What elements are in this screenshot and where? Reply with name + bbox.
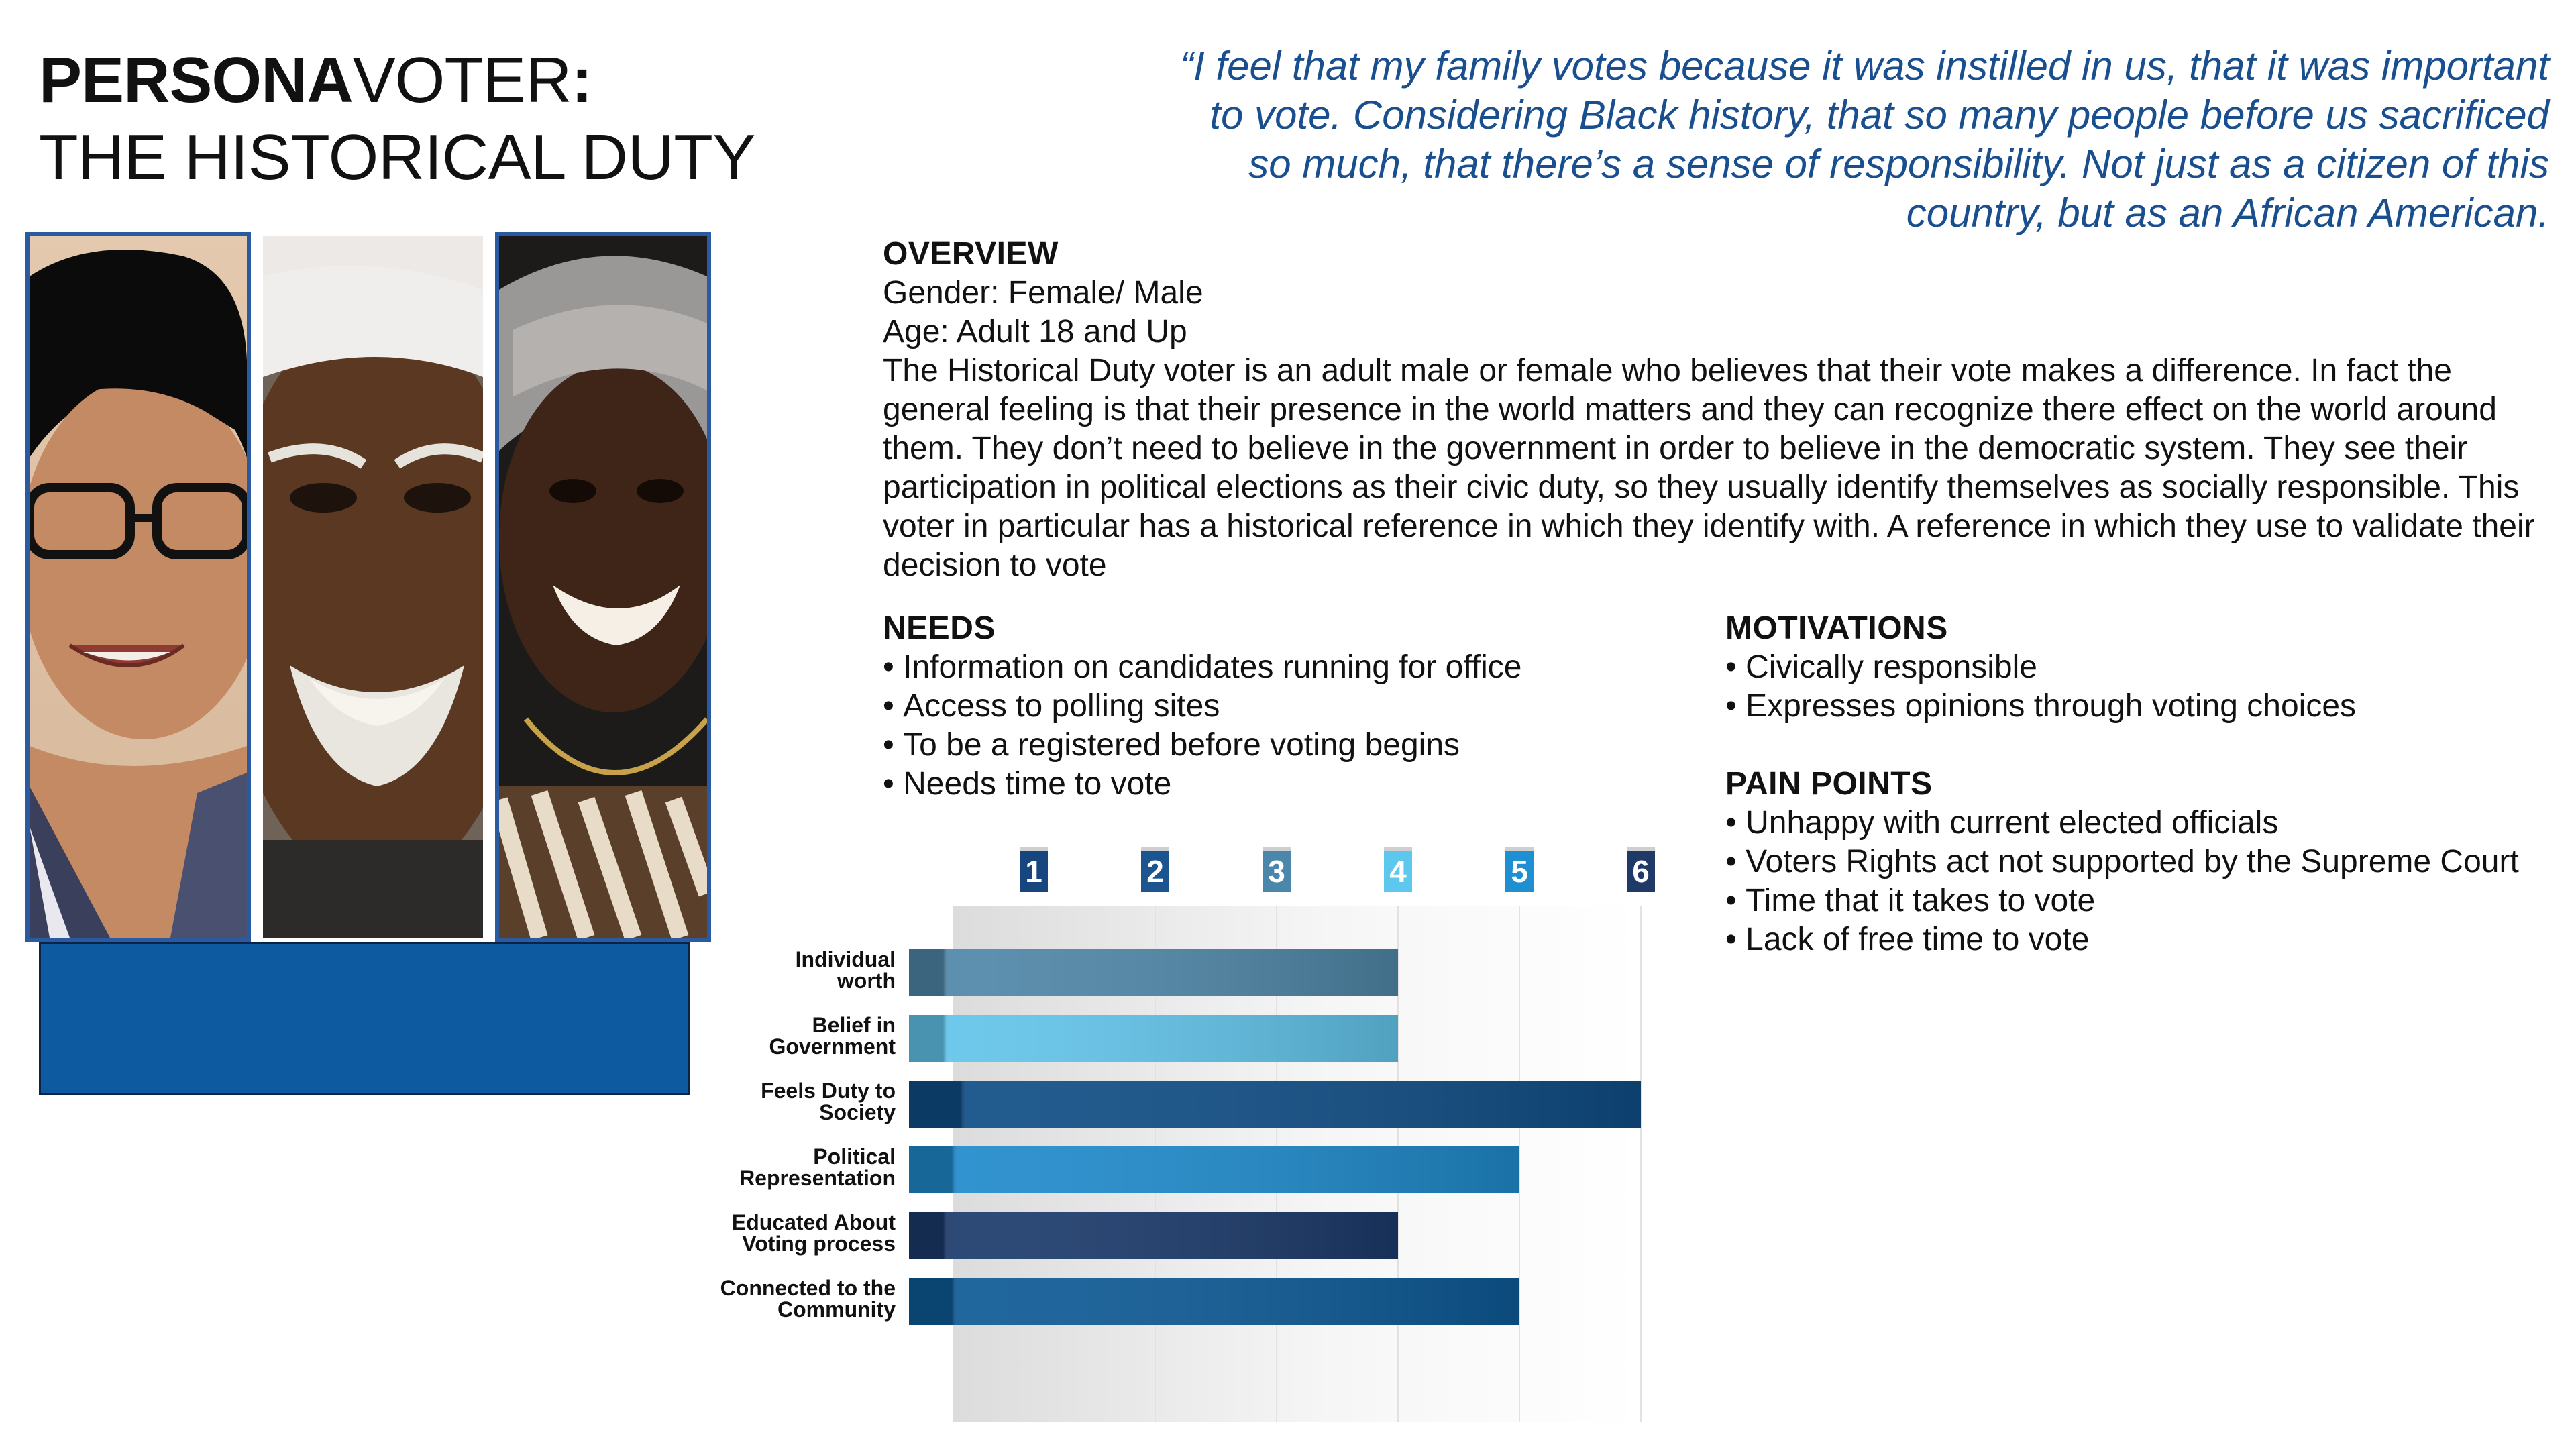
chart-bar-shade bbox=[909, 1278, 1519, 1325]
tick-label: 3 bbox=[1268, 854, 1285, 889]
persona-subtitle: THE HISTORICAL DUTY bbox=[39, 121, 755, 193]
chart-labels bbox=[720, 947, 896, 1322]
pain-points-heading: PAIN POINTS bbox=[1725, 766, 1933, 802]
age-value: Adult 18 and Up bbox=[949, 314, 1187, 350]
chart-bar bbox=[909, 1212, 1398, 1259]
chart-bar bbox=[909, 1081, 1641, 1128]
tick-badge bbox=[1384, 847, 1412, 892]
overview-heading: OVERVIEW bbox=[883, 236, 1059, 272]
chart-bar-shade bbox=[909, 949, 1398, 996]
category-label: Political Representation bbox=[739, 1144, 896, 1190]
tick-label: 6 bbox=[1632, 854, 1650, 889]
tick-badge bbox=[1627, 847, 1655, 892]
pain-points-list bbox=[1725, 804, 2564, 959]
tick-badge bbox=[1020, 847, 1048, 892]
pain-points-item: • Time that it takes to vote bbox=[1725, 881, 2564, 920]
chart-svg bbox=[691, 818, 1711, 1436]
pain-points-item: • Voters Rights act not supported by the Supreme Court bbox=[1725, 843, 2564, 881]
tick-label: 4 bbox=[1389, 854, 1407, 889]
tick-label: 2 bbox=[1146, 854, 1164, 889]
motivations-item: • Expresses opinions through voting choices bbox=[1725, 687, 2530, 726]
needs-section bbox=[883, 609, 1688, 804]
chart-ticks bbox=[1020, 847, 1655, 892]
needs-item: • Information on candidates running for office bbox=[883, 648, 1688, 687]
motivations-list bbox=[1725, 648, 2530, 726]
overview-description: The Historical Duty voter is an adult male or female who believes that their vote makes a difference. In fact the general feeling is that their presence in the world matters and they can recognize there effect on the world around them. They don’t need to believe in the government in order to believe in the democratic system. They see their participation in political elections as their civic duty, so they usually identify themselves as socially responsible. This voter in particular has a historical reference in which they identify with. A reference in which they use to validate their decision to vote bbox=[883, 353, 2535, 583]
chart-bar-shade bbox=[909, 1081, 1641, 1128]
chart-bar-shade bbox=[909, 1212, 1398, 1259]
persona-quote: “I feel that my family votes because it was instilled in us, that it was important to vote. Considering Black history, that so many people before us sacrificed so much, that there’s a sense of responsibility. Not just as a citizen of this country, but as an African American. bbox=[1180, 44, 2549, 235]
pain-points-section bbox=[1725, 765, 2564, 959]
chart-bar bbox=[909, 1146, 1519, 1193]
needs-item: • Access to polling sites bbox=[883, 687, 1688, 726]
tick-label: 1 bbox=[1025, 854, 1042, 889]
title-bold: PERSONA bbox=[39, 44, 353, 116]
tick-label: 5 bbox=[1511, 854, 1528, 889]
persona-title bbox=[39, 44, 755, 193]
category-label: Connected to the Community bbox=[720, 1276, 896, 1322]
chart-bar-shade bbox=[909, 1146, 1519, 1193]
elderly-woman-portrait-icon bbox=[495, 232, 711, 942]
accent-blue-block bbox=[39, 942, 690, 1095]
elderly-man-portrait-icon bbox=[259, 232, 487, 942]
age-line bbox=[883, 313, 2546, 352]
persona-photos bbox=[25, 232, 711, 942]
needs-item: • To be a registered before voting begins bbox=[883, 726, 1688, 765]
tick-badge bbox=[1263, 847, 1291, 892]
tick-badge bbox=[1505, 847, 1534, 892]
chart-bar bbox=[909, 949, 1398, 996]
needs-list bbox=[883, 648, 1688, 804]
category-label: Belief in Government bbox=[769, 1013, 896, 1059]
motivations-item: • Civically responsible bbox=[1725, 648, 2530, 687]
chart-bar bbox=[909, 1015, 1398, 1062]
gender-value: Female/ Male bbox=[999, 275, 1203, 311]
gender-label: Gender: bbox=[883, 275, 1000, 311]
needs-heading: NEEDS bbox=[883, 610, 996, 646]
motivations-heading: MOTIVATIONS bbox=[1725, 610, 1948, 646]
category-label: Educated About Voting process bbox=[731, 1210, 896, 1256]
overview-section bbox=[883, 235, 2546, 585]
age-label: Age: bbox=[883, 314, 949, 350]
chart-bar-shade bbox=[909, 1015, 1398, 1062]
gender-line bbox=[883, 274, 2546, 313]
title-regular: VOTER bbox=[352, 44, 572, 116]
pain-points-item: • Lack of free time to vote bbox=[1725, 920, 2564, 959]
category-label: Feels Duty to Society bbox=[761, 1079, 896, 1124]
pain-points-item: • Unhappy with current elected officials bbox=[1725, 804, 2564, 843]
category-label: Individual worth bbox=[795, 947, 896, 993]
persona-bar-chart bbox=[691, 818, 1711, 1436]
motivations-section bbox=[1725, 609, 2530, 726]
title-line-1 bbox=[39, 44, 755, 116]
chart-bar bbox=[909, 1278, 1519, 1325]
tick-badge bbox=[1141, 847, 1169, 892]
title-colon: : bbox=[571, 44, 592, 116]
needs-item: • Needs time to vote bbox=[883, 765, 1688, 804]
woman-with-glasses-portrait-icon bbox=[25, 232, 251, 942]
